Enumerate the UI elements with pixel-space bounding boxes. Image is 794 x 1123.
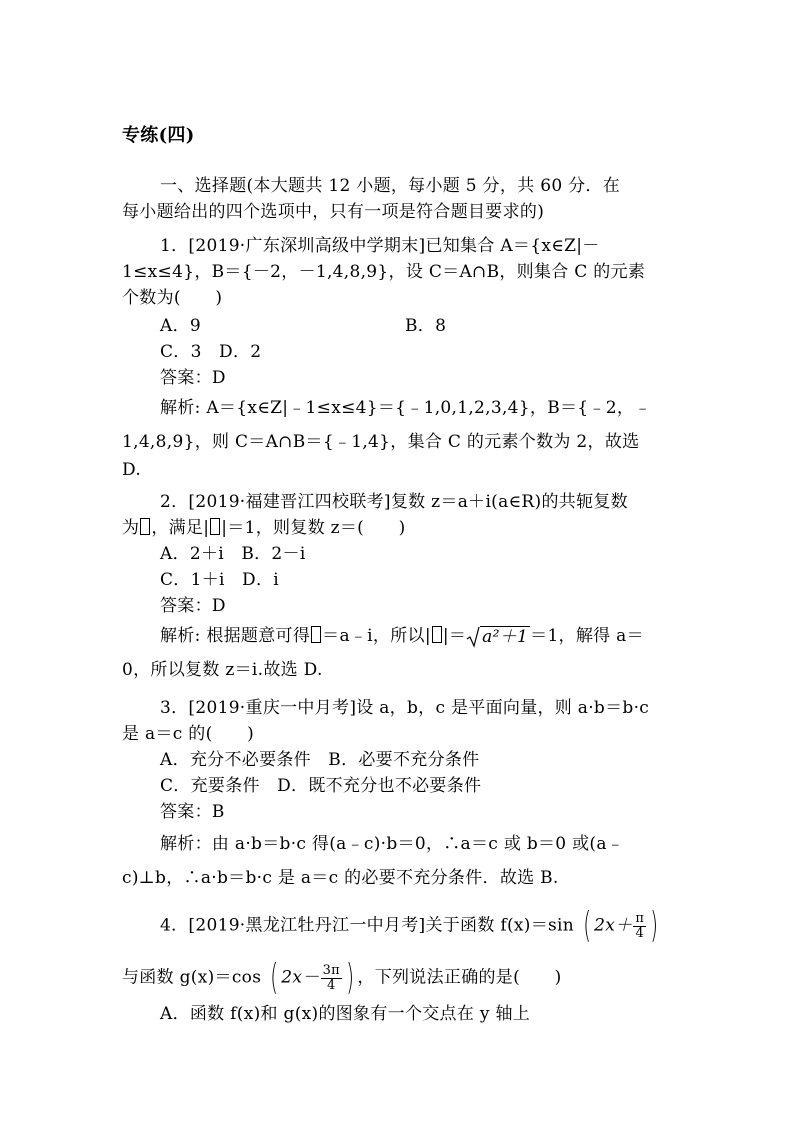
- q2-exp-text-b: ＝a﹣i，所以|: [322, 626, 431, 646]
- q4-g-numerator: 3π: [322, 962, 341, 978]
- q1-stem-line-1: 1．[2019·广东深圳高级中学期末]已知集合 A＝{x∈Z|－: [160, 236, 600, 256]
- q1-option-b: B．8: [405, 316, 447, 336]
- q4-f-denominator: 4: [635, 925, 645, 941]
- left-paren-icon: (: [582, 905, 591, 946]
- missing-glyph-icon: [210, 518, 220, 535]
- q2-stem-text-a: 为: [122, 518, 140, 538]
- right-paren-icon: ): [650, 905, 659, 946]
- q1-explanation-line-1: 解析: A＝{x∈Z|﹣1≤x≤4}＝{﹣1,0,1,2,3,4}，B＝{﹣2，﹣: [160, 398, 652, 418]
- q1-options-c-d: C．3 D．2: [160, 342, 262, 362]
- q4-f-inner: 2x＋: [594, 915, 633, 936]
- q3-explanation-line-2: c)⊥b，∴a·b＝b·c 是 a＝c 的必要不充分条件．故选 B.: [122, 868, 559, 888]
- q4-stem-text-2: 与函数 g(x)＝cos: [122, 967, 262, 988]
- q1-explanation-line-3: D.: [122, 460, 142, 480]
- q1-stem-line-3: 个数为( ): [122, 288, 223, 308]
- square-root-icon: [466, 625, 530, 649]
- q2-stem-line-1: 2．[2019·福建晋江四校联考]复数 z＝a＋i(a∈R)的共轭复数: [160, 492, 628, 512]
- q4-g-fraction: [321, 964, 342, 993]
- missing-glyph-icon: [311, 626, 321, 643]
- q2-exp-text-a: 解析: 根据题意可得: [160, 626, 311, 646]
- q4-option-a: A．函数 f(x)和 g(x)的图象有一个交点在 y 轴上: [160, 1004, 531, 1024]
- q4-stem-line-2: [122, 957, 562, 998]
- q2-stem-text-b: ，满足|: [151, 518, 210, 538]
- page-title: 专练(四): [122, 125, 195, 146]
- section-heading-line-2: 每小题给出的四个选项中，只有一项是符合题目要求的): [122, 202, 545, 222]
- q2-options-c-d: C．1＋i D．i: [160, 570, 280, 590]
- right-paren-icon: ): [346, 957, 355, 998]
- missing-glyph-icon: [140, 518, 150, 535]
- q3-stem-line-2: 是 a＝c 的( ): [122, 724, 255, 744]
- q4-g-denominator: 4: [327, 977, 336, 993]
- q3-options-a-b: A．充分不必要条件 B．必要不充分条件: [160, 750, 480, 770]
- q3-stem-line-1: 3．[2019·重庆一中月考]设 a，b，c 是平面向量，则 a·b＝b·c: [160, 698, 650, 718]
- q1-answer: 答案：D: [160, 368, 226, 388]
- q1-explanation-line-2: 1,4,8,9}，则 C＝A∩B＝{﹣1,4}，集合 C 的元素个数为 2，故选: [122, 432, 640, 452]
- q2-stem-text-c: |＝1，则复数 z＝( ): [221, 518, 406, 538]
- q4-stem-text: 4．[2019·黑龙江牡丹江一中月考]关于函数 f(x)＝sin: [160, 915, 575, 936]
- q4-stem-text-3: ，下列说法正确的是( ): [357, 967, 562, 988]
- q2-stem-line-2: [122, 516, 406, 540]
- left-paren-icon: (: [270, 957, 279, 998]
- q2-answer: 答案：D: [160, 596, 226, 616]
- q4-f-fraction: [633, 912, 646, 941]
- sqrt-radicand: a²＋1: [482, 626, 529, 647]
- section-heading-line-1: 一、选择题(本大题共 12 小题，每小题 5 分，共 60 分．在: [160, 176, 621, 196]
- q4-g-inner: 2x－: [281, 967, 320, 988]
- q3-options-c-d: C．充要条件 D．既不充分也不必要条件: [160, 776, 482, 796]
- q3-explanation-line-1: 解析：由 a·b＝b·c 得(a﹣c)·b＝0，∴a＝c 或 b＝0 或(a﹣: [160, 834, 625, 854]
- q2-explanation-line-1: [160, 624, 644, 649]
- missing-glyph-icon: [432, 626, 442, 643]
- q4-stem-line-1: [160, 905, 662, 946]
- q2-options-a-b: A．2＋i B．2－i: [160, 544, 306, 564]
- q2-exp-text-c: |＝: [442, 626, 467, 646]
- q1-option-a: A．9: [160, 316, 201, 336]
- q3-answer: 答案：B: [160, 802, 225, 822]
- q4-f-numerator: π: [635, 910, 645, 926]
- q2-exp-text-d: ＝1，解得 a＝: [530, 626, 644, 646]
- q2-explanation-line-2: 0，所以复数 z＝i.故选 D.: [122, 660, 323, 680]
- q1-stem-line-2: 1≤x≤4}，B＝{－2，－1,4,8,9}，设 C＝A∩B，则集合 C 的元素: [122, 262, 646, 282]
